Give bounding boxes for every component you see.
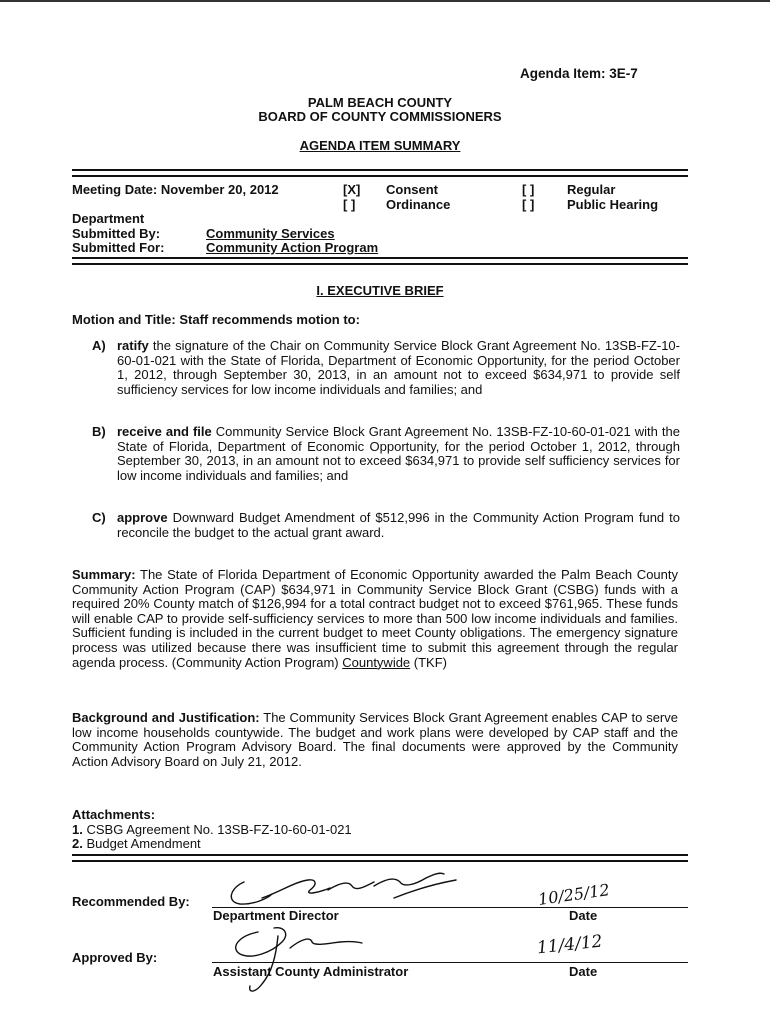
motion-item-a bbox=[72, 339, 680, 414]
submitted-for-label: Submitted For: bbox=[72, 240, 165, 255]
ordinance-label: Ordinance bbox=[386, 197, 451, 212]
public-hearing-label: Public Hearing bbox=[567, 197, 659, 212]
summary-paragraph bbox=[72, 568, 678, 670]
approved-by-label: Approved By: bbox=[72, 950, 158, 965]
regular-checkbox: [ ] bbox=[522, 182, 535, 197]
summary-label: Summary: bbox=[72, 567, 136, 582]
motion-title: Motion and Title: Staff recommends motion to: bbox=[72, 312, 360, 327]
attachment-text: CSBG Agreement No. 13SB-FZ-10-60-01-021 bbox=[86, 822, 352, 837]
meeting-date: Meeting Date: November 20, 2012 bbox=[72, 182, 279, 197]
submitted-for-value: Community Action Program bbox=[206, 240, 379, 255]
executive-brief-heading: I. EXECUTIVE BRIEF bbox=[316, 283, 444, 298]
motion-item-c bbox=[72, 511, 680, 543]
recommended-by-title: Department Director bbox=[213, 908, 339, 923]
county-name: PALM BEACH COUNTY bbox=[307, 95, 453, 110]
motion-item-text: Downward Budget Amendment of $512,996 in the Community Action Program fund to reconcile the budget to the actual grant award. bbox=[117, 510, 680, 540]
recommended-date-label: Date bbox=[569, 908, 598, 923]
ordinance-checkbox: [ ] bbox=[343, 197, 356, 212]
motion-item-text: Community Service Block Grant Agreement No. 13SB-FZ-10-60-01-021 with the State of Florida, Department of Economic Opportunity, for the period October 1, 2012, through September 30, 2013, in an amount not to exceed $634,971 to provide self sufficiency services for low income individuals and families; and bbox=[117, 424, 680, 483]
submitted-by-value: Community Services bbox=[206, 226, 335, 241]
administrator-signature bbox=[228, 912, 368, 998]
motion-item-verb: ratify bbox=[117, 338, 149, 353]
consent-checkbox: [X] bbox=[343, 182, 361, 197]
approved-by-title: Assistant County Administrator bbox=[213, 964, 409, 979]
board-name: BOARD OF COUNTY COMMISSIONERS bbox=[258, 109, 502, 124]
document-title-wrap bbox=[72, 139, 688, 154]
motion-item-letter: C) bbox=[92, 510, 106, 525]
top-border bbox=[0, 0, 770, 2]
attachment-item bbox=[72, 837, 201, 852]
double-rule-top bbox=[72, 169, 688, 177]
double-rule-middle bbox=[72, 257, 688, 265]
summary-tail: (TKF) bbox=[410, 654, 447, 670]
motion-item-b bbox=[72, 425, 680, 500]
regular-label: Regular bbox=[567, 182, 616, 197]
summary-countywide: Countywide bbox=[342, 654, 411, 670]
agenda-item-number: Agenda Item: 3E-7 bbox=[520, 66, 638, 81]
document-title: AGENDA ITEM SUMMARY bbox=[299, 138, 461, 153]
submitted-by-label: Submitted By: bbox=[72, 226, 161, 241]
recommended-date: 10/25/12 bbox=[536, 880, 611, 909]
approved-date-label: Date bbox=[569, 964, 598, 979]
attachment-number: 1. bbox=[72, 822, 83, 837]
department-label: Department bbox=[72, 211, 145, 226]
attachment-number: 2. bbox=[72, 836, 83, 851]
background-text: The Community Services Block Grant Agreement enables CAP to serve low income households countywide. The budget and work plans were developed by CAP staff and the Community Action Program Advisory Board. The final documents were approved by the Community Action Advisory Board on July 21, 2012. bbox=[72, 710, 678, 769]
background-paragraph bbox=[72, 711, 678, 769]
motion-item-verb: approve bbox=[117, 510, 168, 525]
background-label: Background and Justification: bbox=[72, 710, 260, 725]
motion-item-letter: A) bbox=[92, 338, 106, 353]
attachment-text: Budget Amendment bbox=[86, 836, 201, 851]
public-hearing-checkbox: [ ] bbox=[522, 197, 535, 212]
approved-date: 11/4/12 bbox=[536, 931, 604, 959]
motion-item-letter: B) bbox=[92, 424, 106, 439]
motion-item-text: the signature of the Chair on Community Service Block Grant Agreement No. 13SB-FZ-10-60-01-021 with the State of Florida, Department of Economic Opportunity, for the period October 1, 2012, through September 30, 2013, in an amount not to exceed $634,971 to provide self sufficiency services for low income individuals and families; and bbox=[117, 338, 680, 397]
recommended-by-label: Recommended By: bbox=[72, 894, 190, 909]
director-signature bbox=[224, 868, 464, 910]
approved-signature-line bbox=[212, 962, 688, 963]
summary-text: The State of Florida Department of Economic Opportunity awarded the Palm Beach County Community Action Program (CAP) $634,971 in Community Service Block Grant (CSBG) funds with a required 20% County match of $126,994 for a total contract budget not to exceed $761,965. These funds will enable CAP to provide self-sufficiency services to more than 500 low income individuals and families. Sufficient funding is included in the current budget to meet County obligations. The emergency signature process was utilized because there was insufficient time to submit this agreement through the regular agenda process. (Community Action Program) bbox=[72, 567, 678, 670]
executive-brief-heading-wrap bbox=[72, 284, 688, 299]
motion-item-verb: receive and file bbox=[117, 424, 212, 439]
attachments-label: Attachments: bbox=[72, 807, 156, 822]
consent-label: Consent bbox=[386, 182, 438, 197]
double-rule-bottom bbox=[72, 854, 688, 862]
